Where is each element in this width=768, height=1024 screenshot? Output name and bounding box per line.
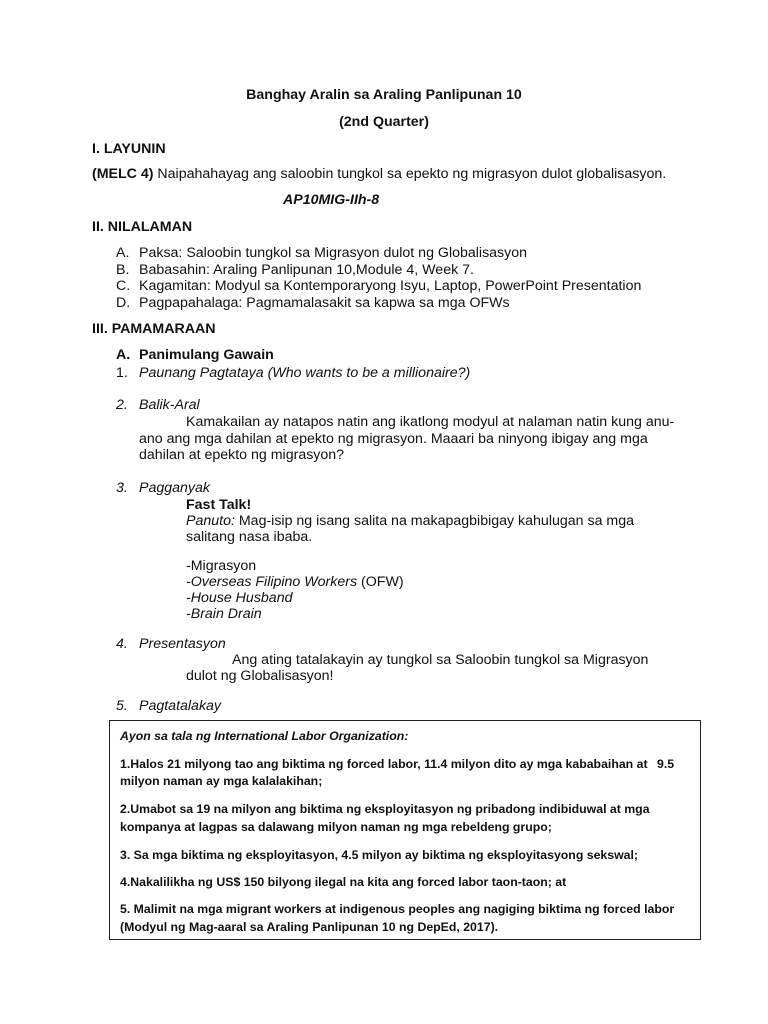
- melc-objective: [92, 166, 666, 183]
- word-item: -Migrasyon: [186, 558, 257, 574]
- melc-text: Naipahahayag ang saloobin tungkol sa epekto ng migrasyon dulot globalisasyon.: [153, 166, 667, 182]
- step-2-line: Kamakailan ay natapos natin ang ikatlong modyul at nalaman natin kung anu-: [186, 414, 675, 430]
- word-item: -House Husband: [186, 590, 293, 606]
- list-item-text: Babasahin: Araling Panlipunan 10,Module 4, Week 7.: [139, 262, 474, 278]
- panuto-text: Mag-isip ng isang salita na makapagbibigay kahulugan sa mga: [234, 513, 634, 529]
- list-item-letter: A.: [116, 245, 130, 261]
- list-item-text: Pagpapahalaga: Pagmamalasakit sa kapwa sa mga OFWs: [139, 295, 510, 311]
- list-item-letter: C.: [116, 278, 131, 294]
- list-item-text: Kagamitan: Modyul sa Kontemporaryong Isyu, Laptop, PowerPoint Presentation: [139, 278, 642, 294]
- subsection-title: Panimulang Gawain: [139, 347, 274, 363]
- panuto-line: salitang nasa ibaba.: [186, 529, 313, 545]
- quarter-subtitle: (2nd Quarter): [339, 114, 429, 130]
- ilo-info-box: [109, 720, 701, 940]
- step-4-title: Presentasyon: [139, 636, 226, 652]
- step-number: 5.: [116, 698, 128, 714]
- list-item-letter: B.: [116, 262, 130, 278]
- step-5-title: Pagtatalakay: [139, 698, 222, 714]
- box-number: 9.5: [657, 757, 675, 771]
- box-heading: Ayon sa tala ng International Labor Organization:: [120, 729, 409, 743]
- step-number: 4.: [116, 636, 128, 652]
- document-title: Banghay Aralin sa Araling Panlipunan 10: [246, 87, 522, 103]
- panuto-line: [186, 513, 634, 530]
- subsection-letter: A.: [116, 347, 131, 363]
- step-2-line: ano ang mga dahilan at epekto ng migrasyon. Maaari ba ninyong ibigay ang mga: [139, 431, 648, 447]
- competency-code: AP10MIG-IIh-8: [283, 192, 380, 208]
- box-paragraph-line: milyon naman ay mga kalalakihan;: [120, 774, 323, 788]
- step-4-line: Ang ating tatalakayin ay tungkol sa Saloobin tungkol sa Migrasyon: [232, 652, 649, 668]
- step-1-text: Paunang Pagtataya (Who wants to be a millionaire?): [139, 365, 471, 381]
- step-number: 1.: [116, 365, 128, 381]
- section-heading-layunin: I. LAYUNIN: [92, 141, 166, 157]
- box-paragraph-line: (Modyul ng Mag-aaral sa Araling Panlipunan 10 ng DepEd, 2017).: [120, 920, 499, 934]
- box-paragraph-line: 3. Sa mga biktima ng eksployitasyon, 4.5 milyon ay biktima ng eksployitasyong sekswal;: [120, 848, 639, 862]
- word-plain: (OFW): [357, 574, 404, 590]
- step-number: 3.: [116, 480, 128, 496]
- box-paragraph-line: 2.Umabot sa 19 na milyon ang biktima ng eksployitasyon ng pribadong indibiduwal at mga: [120, 802, 650, 816]
- word-item: [186, 574, 404, 591]
- step-2-title: Balik-Aral: [139, 397, 200, 413]
- melc-label: (MELC 4): [92, 166, 154, 182]
- step-4-line: dulot ng Globalisasyon!: [186, 668, 334, 684]
- box-paragraph-line: kompanya at lagpas sa dalawang milyon naman ng mga rebeldeng grupo;: [120, 820, 552, 834]
- section-heading-nilalaman: II. NILALAMAN: [92, 219, 193, 235]
- step-3-title: Pagganyak: [139, 480, 210, 496]
- panuto-label: Panuto:: [186, 513, 235, 529]
- section-heading-pamamaraan: III. PAMAMARAAN: [92, 321, 216, 337]
- fast-talk-label: Fast Talk!: [186, 497, 252, 513]
- step-2-line: dahilan at epekto ng migrasyon?: [139, 447, 345, 463]
- list-item-letter: D.: [116, 295, 131, 311]
- box-paragraph-line: 5. Malimit na mga migrant workers at indigenous peoples ang nagiging biktima ng forced labor: [120, 902, 675, 916]
- box-paragraph-line: 1.Halos 21 milyong tao ang biktima ng forced labor, 11.4 milyon dito ay mga kababaihan at: [120, 757, 648, 771]
- word-item: -Brain Drain: [186, 606, 262, 622]
- list-item-text: Paksa: Saloobin tungkol sa Migrasyon dulot ng Globalisasyon: [139, 245, 528, 261]
- step-number: 2.: [116, 397, 128, 413]
- box-paragraph-line: 4.Nakalilikha ng US$ 150 bilyong ilegal na kita ang forced labor taon-taon; at: [120, 875, 567, 889]
- word-italic: -Overseas Filipino Workers: [186, 574, 358, 590]
